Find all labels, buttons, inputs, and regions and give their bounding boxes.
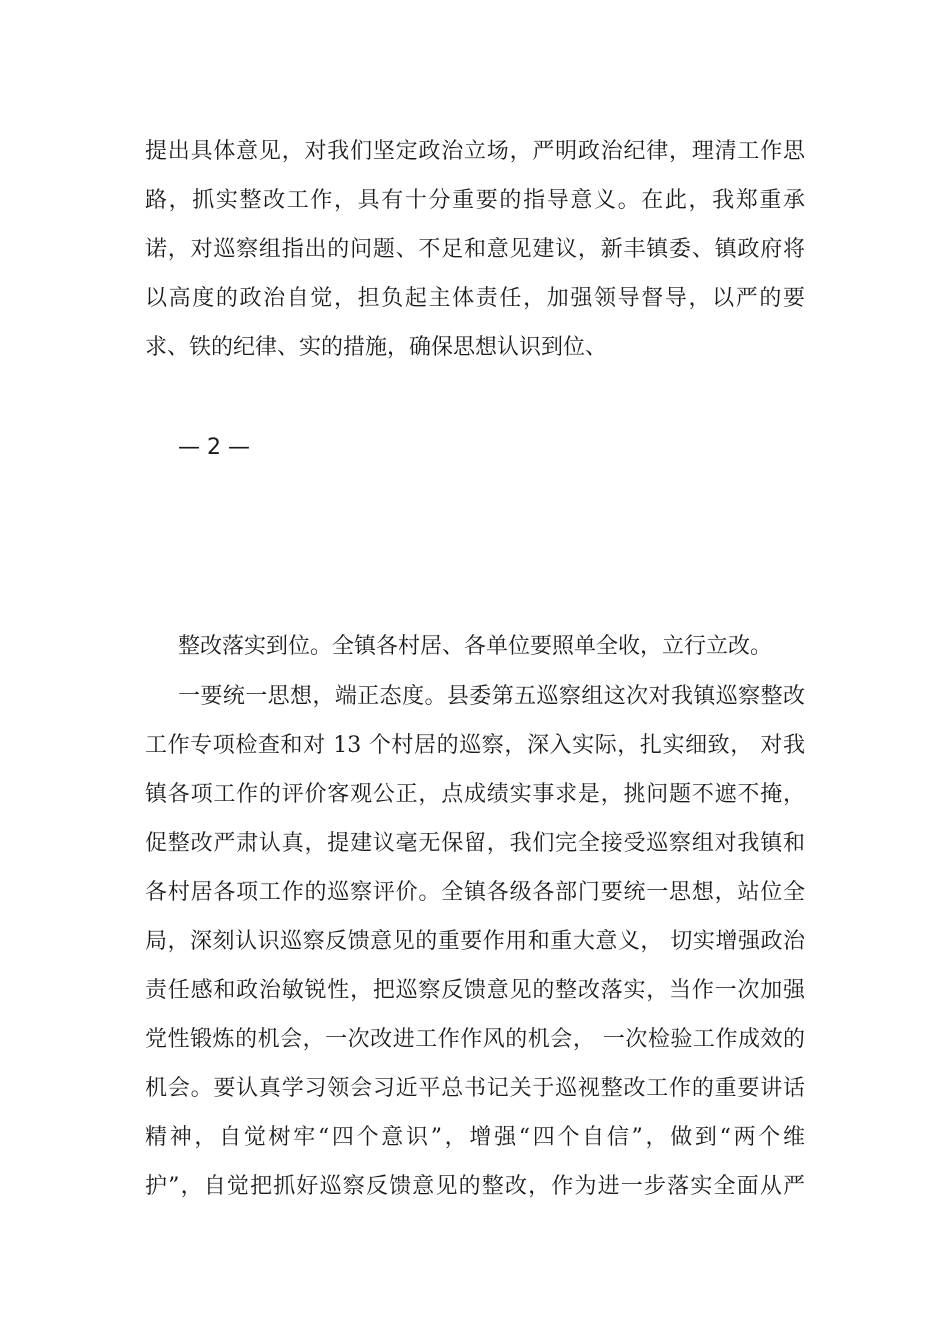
text-line: 镇各项工作的评价客观公正，点成绩实事求是，挑问题不遮不掩，: [145, 782, 805, 807]
text-line: 机会。要认真学习领会习近平总书记关于巡视整改工作的重要讲话: [145, 1076, 805, 1101]
text-line: 局，深刻认识巡察反馈意见的重要作用和重大意义， 切实增强政治: [145, 929, 805, 954]
text-line: 整改落实到位。全镇各村居、各单位要照单全收，立行立改。: [178, 634, 773, 659]
text-line: 提出具体意见，对我们坚定政治立场，严明政治纪律，理清工作思: [145, 139, 805, 164]
text-line: 党性锻炼的机会，一次改进工作作风的机会， 一次检验工作成效的: [145, 1027, 805, 1052]
text-line: 精神，自觉树牢“四个意识”，增强“四个自信”，做到“两个维: [145, 1125, 805, 1150]
page-number: — 2 —: [178, 435, 250, 460]
text-line: 责任感和政治敏锐性，把巡察反馈意见的整改落实，当作一次加强: [145, 978, 805, 1003]
text-line: 诺，对巡察组指出的问题、不足和意见建议，新丰镇委、镇政府将: [145, 237, 805, 262]
text-line: 促整改严肃认真，提建议毫无保留，我们完全接受巡察组对我镇和: [145, 831, 805, 856]
text-line: 一要统一思想，端正态度。县委第五巡察组这次对我镇巡察整改: [178, 684, 805, 709]
text-line: 护”，自觉把抓好巡察反馈意见的整改，作为进一步落实全面从严: [145, 1174, 805, 1199]
text-line: 工作专项检查和对 13 个村居的巡察，深入实际，扎实细致， 对我: [145, 733, 805, 758]
text-line: 以高度的政治自觉，担负起主体责任，加强领导督导，以严的要: [145, 286, 805, 311]
text-line: 各村居各项工作的巡察评价。全镇各级各部门要统一思想，站位全: [145, 880, 805, 905]
text-line: 路，抓实整改工作，具有十分重要的指导意义。在此，我郑重承: [145, 188, 805, 213]
text-line: 求、铁的纪律、实的措施，确保思想认识到位、: [145, 335, 608, 360]
